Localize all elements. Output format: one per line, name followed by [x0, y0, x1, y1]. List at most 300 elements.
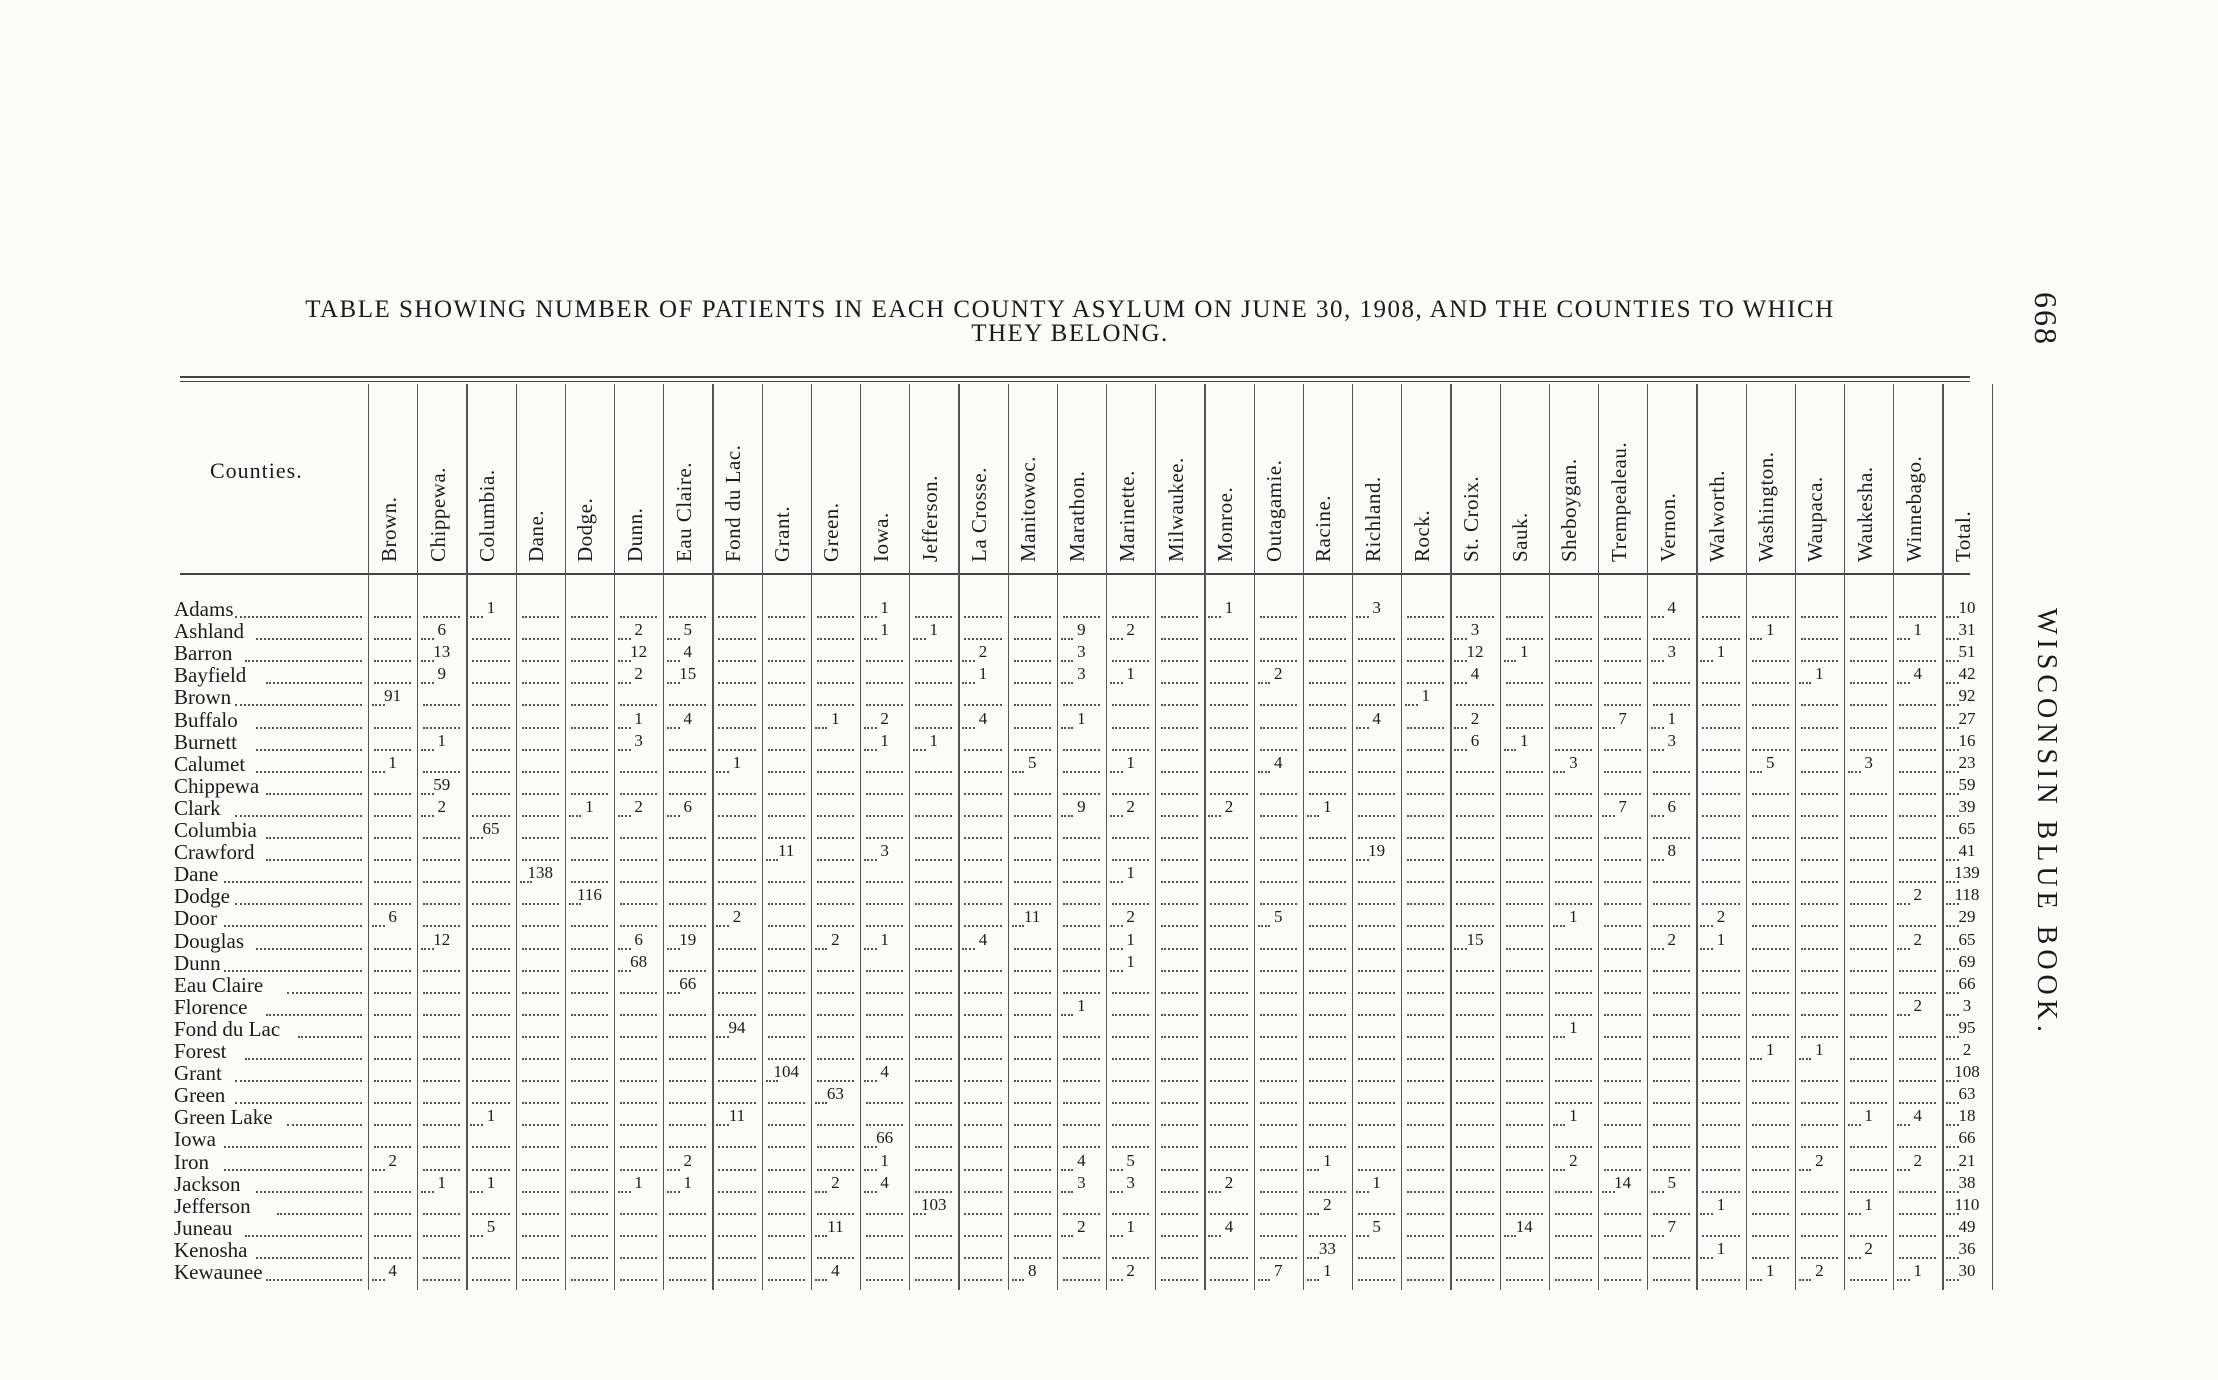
cell-dots [915, 1013, 952, 1016]
table-cell: 1 [1519, 730, 1529, 750]
cell-dots [915, 947, 952, 950]
cell-dots [964, 924, 1001, 927]
cell-dots [522, 969, 559, 972]
cell-dots [372, 924, 385, 927]
cell-dots [1506, 836, 1543, 839]
cell-dots [1307, 814, 1320, 817]
cell-dots [472, 681, 509, 684]
cell-dots [1161, 1190, 1198, 1193]
leader-dots [224, 969, 362, 972]
cell-dots [1407, 1190, 1444, 1193]
cell-dots [1358, 1035, 1395, 1038]
cell-dots [374, 1256, 411, 1259]
table-cell: 4 [1273, 752, 1283, 772]
cell-dots [472, 1168, 509, 1171]
cell-dots [1553, 1168, 1566, 1171]
table-cell: 14 [1614, 1172, 1632, 1192]
cell-dots [718, 792, 755, 795]
table-cell: 2 [1815, 1150, 1824, 1170]
cell-dots [1014, 991, 1051, 994]
cell-dots [1063, 924, 1100, 927]
total-cell: 92 [1958, 686, 1976, 706]
cell-dots [470, 836, 483, 839]
cell-dots [522, 1035, 559, 1038]
table-cell: 7 [1273, 1261, 1283, 1280]
cell-dots [569, 814, 582, 817]
cell-dots [1063, 947, 1100, 950]
cell-dots [1946, 681, 1959, 684]
cell-dots [472, 1035, 509, 1038]
cell-dots [1897, 902, 1910, 905]
cell-dots [1752, 1212, 1789, 1215]
cell-dots [1850, 681, 1887, 684]
cell-dots [1309, 1145, 1346, 1148]
cell-dots [620, 1123, 657, 1126]
cell-dots [472, 1278, 509, 1281]
cell-dots [817, 858, 854, 861]
cell-dots [1014, 880, 1051, 883]
cell-dots [1702, 991, 1739, 994]
cell-dots [1555, 1212, 1592, 1215]
cell-dots [1506, 924, 1543, 927]
leader-dots [224, 1145, 362, 1148]
column-divider [663, 384, 664, 1290]
column-divider [516, 384, 517, 1290]
cell-dots [1454, 748, 1467, 751]
leader-dots [235, 1101, 363, 1104]
table-cell: 1 [880, 929, 889, 949]
cell-dots [718, 1013, 755, 1016]
column-divider [909, 384, 910, 1290]
cell-dots [1014, 1190, 1051, 1193]
cell-dots [1161, 902, 1198, 905]
cell-dots [1897, 637, 1910, 640]
cell-dots [817, 1168, 854, 1171]
cell-dots [866, 792, 903, 795]
cell-dots [618, 814, 631, 817]
table-cell: 11 [728, 1106, 746, 1126]
cell-dots [423, 770, 460, 773]
cell-dots [1848, 1212, 1861, 1215]
cell-dots [522, 1101, 559, 1104]
cell-dots [1946, 1212, 1959, 1215]
cell-dots [571, 1123, 608, 1126]
cell-dots [1946, 947, 1959, 950]
cell-dots [1651, 814, 1664, 817]
table-cell: 13 [433, 642, 451, 662]
cell-dots [1063, 858, 1100, 861]
county-label: Grant [174, 1061, 222, 1086]
cell-dots [472, 814, 509, 817]
cell-dots [472, 1256, 509, 1259]
cell-dots [472, 748, 509, 751]
cell-dots [1456, 1234, 1493, 1237]
column-header: Trempealeau. [1606, 441, 1631, 562]
cell-dots [1407, 858, 1444, 861]
county-label: Columbia [174, 818, 257, 842]
table-cell: 19 [679, 929, 697, 949]
cell-dots [1653, 1212, 1690, 1215]
table-cell: 5 [1667, 1172, 1677, 1192]
cell-dots [768, 615, 805, 618]
table-cell: 1 [1569, 1017, 1578, 1037]
cell-dots [571, 1079, 608, 1082]
cell-dots [1946, 1278, 1959, 1281]
cell-dots [1850, 726, 1887, 729]
table-cell: 2 [1224, 796, 1234, 816]
cell-dots [1897, 681, 1910, 684]
cell-dots [768, 814, 805, 817]
cell-dots [915, 814, 952, 817]
cell-dots [1506, 1057, 1543, 1060]
cell-dots [1752, 880, 1789, 883]
cell-dots [866, 814, 903, 817]
cell-dots [1358, 924, 1395, 927]
cell-dots [1555, 659, 1592, 662]
cell-dots [1946, 748, 1959, 751]
cell-dots [864, 726, 877, 729]
cell-dots [768, 1101, 805, 1104]
cell-dots [1307, 1212, 1320, 1215]
table-cell: 2 [437, 796, 447, 816]
cell-dots [1210, 1101, 1247, 1104]
table-cell: 1 [1126, 1216, 1135, 1236]
cell-dots [374, 902, 411, 905]
cell-dots [522, 947, 559, 950]
cell-dots [817, 880, 854, 883]
table-cell: 1 [1716, 929, 1726, 949]
cell-dots [1801, 770, 1838, 773]
cell-dots [1553, 924, 1566, 927]
cell-dots [1946, 1101, 1959, 1104]
cell-dots [1112, 1079, 1149, 1082]
cell-dots [1358, 659, 1395, 662]
cell-dots [1456, 814, 1493, 817]
cell-dots [1506, 1123, 1543, 1126]
cell-dots [1161, 991, 1198, 994]
leader-dots [256, 748, 363, 751]
cell-dots [1309, 726, 1346, 729]
cell-dots [1161, 814, 1198, 817]
cell-dots [716, 1035, 729, 1038]
column-header: Vernon. [1655, 492, 1680, 562]
cell-dots [1210, 659, 1247, 662]
cell-dots [522, 902, 559, 905]
table-cell: 2 [634, 620, 643, 640]
cell-dots [669, 770, 706, 773]
cell-dots [768, 1212, 805, 1215]
cell-dots [768, 726, 805, 729]
cell-dots [1899, 1234, 1936, 1237]
cell-dots [1850, 902, 1887, 905]
cell-dots [1506, 703, 1543, 706]
county-label: Dane [174, 862, 219, 887]
table-cell: 63 [826, 1084, 844, 1104]
cell-dots [1258, 770, 1271, 773]
cell-dots [866, 902, 903, 905]
column-divider [417, 384, 418, 1290]
cell-dots [1014, 1145, 1051, 1148]
cell-dots [1112, 902, 1149, 905]
cell-dots [374, 1057, 411, 1060]
cell-dots [1602, 1190, 1615, 1193]
cell-dots [1161, 748, 1198, 751]
cell-dots [1653, 637, 1690, 640]
cell-dots [1260, 1234, 1297, 1237]
cell-dots [423, 1013, 460, 1016]
cell-dots [866, 1234, 903, 1237]
column-header: Brown. [376, 496, 401, 562]
leader-dots [245, 659, 362, 662]
cell-dots [1850, 659, 1887, 662]
cell-dots [1506, 1079, 1543, 1082]
cell-dots [1506, 770, 1543, 773]
cell-dots [522, 836, 559, 839]
cell-dots [1946, 902, 1959, 905]
cell-dots [718, 1101, 755, 1104]
cell-dots [1161, 947, 1198, 950]
table-cell: 4 [978, 708, 988, 728]
cell-dots [768, 1256, 805, 1259]
cell-dots [1653, 1123, 1690, 1126]
column-divider [1352, 384, 1353, 1290]
cell-dots [1063, 991, 1100, 994]
cell-dots [1110, 947, 1123, 950]
table-cell: 2 [1667, 929, 1677, 949]
cell-dots [1210, 991, 1247, 994]
table-cell: 6 [1667, 796, 1677, 816]
cell-dots [1407, 1013, 1444, 1016]
cell-dots [1454, 681, 1467, 684]
cell-dots [1210, 969, 1247, 972]
cell-dots [1309, 924, 1346, 927]
cell-dots [571, 836, 608, 839]
cell-dots [1407, 726, 1444, 729]
table-cell: 59 [433, 774, 451, 794]
cell-dots [1506, 1256, 1543, 1259]
leader-dots [235, 615, 363, 618]
cell-dots [1309, 969, 1346, 972]
county-label: Florence [174, 994, 248, 1019]
cell-dots [1653, 681, 1690, 684]
cell-dots [1702, 902, 1739, 905]
cell-dots [768, 880, 805, 883]
cell-dots [915, 1079, 952, 1082]
table-cell: 91 [384, 686, 402, 706]
table-cell: 1 [978, 664, 988, 684]
cell-dots [1110, 1168, 1123, 1171]
cell-dots [423, 1168, 460, 1171]
cell-dots [571, 681, 608, 684]
county-label: Forest [174, 1039, 227, 1063]
total-cell: 69 [1958, 951, 1976, 971]
total-cell: 51 [1958, 642, 1976, 662]
cell-dots [1407, 902, 1444, 905]
cell-dots [1506, 814, 1543, 817]
table-cell: 2 [1815, 1261, 1824, 1280]
cell-dots [1801, 902, 1838, 905]
county-label: Eau Claire [174, 972, 264, 997]
cell-dots [1063, 1101, 1100, 1104]
cell-dots [1309, 792, 1346, 795]
cell-dots [1110, 924, 1123, 927]
cell-dots [768, 681, 805, 684]
table-cell: 6 [634, 929, 643, 949]
cell-dots [1063, 1278, 1100, 1281]
cell-dots [1161, 615, 1198, 618]
cell-dots [1210, 1145, 1247, 1148]
table-cell: 1 [1716, 1194, 1726, 1214]
cell-dots [866, 1256, 903, 1259]
cell-dots [1946, 637, 1959, 640]
table-cell: 1 [929, 730, 939, 750]
cell-dots [915, 703, 952, 706]
cell-dots [423, 615, 460, 618]
cell-dots [472, 1079, 509, 1082]
cell-dots [571, 659, 608, 662]
table-cell: 1 [1224, 598, 1234, 617]
cell-dots [1702, 726, 1739, 729]
cell-dots [1407, 770, 1444, 773]
leader-dots [256, 770, 363, 773]
table-cell: 8 [1667, 841, 1677, 861]
column-header: Green. [819, 502, 844, 562]
cell-dots [964, 1212, 1001, 1215]
total-cell: 23 [1958, 752, 1976, 772]
cell-dots [817, 770, 854, 773]
cell-dots [1899, 748, 1936, 751]
cell-dots [1309, 681, 1346, 684]
cell-dots [374, 615, 411, 618]
table-cell: 2 [1864, 1238, 1873, 1258]
cell-dots [423, 1278, 460, 1281]
cell-dots [718, 991, 755, 994]
cell-dots [1801, 947, 1838, 950]
cell-dots [1456, 1013, 1493, 1016]
cell-dots [571, 947, 608, 950]
table-cell: 1 [929, 620, 939, 640]
cell-dots [817, 991, 854, 994]
table-cell: 5 [1765, 752, 1775, 772]
cell-dots [1407, 1101, 1444, 1104]
cell-dots [1112, 858, 1149, 861]
cell-dots [1014, 902, 1051, 905]
cell-dots [1946, 836, 1959, 839]
cell-dots [1604, 858, 1641, 861]
county-label: Fond du Lac [174, 1016, 281, 1041]
county-label: Adams [174, 597, 234, 621]
cell-dots [718, 1278, 755, 1281]
cell-dots [1702, 1035, 1739, 1038]
total-cell: 59 [1958, 774, 1976, 794]
cell-dots [964, 991, 1001, 994]
cell-dots [667, 991, 680, 994]
table-cell: 1 [437, 730, 447, 750]
cell-dots [1899, 1212, 1936, 1215]
cell-dots [1653, 792, 1690, 795]
table-cell: 12 [630, 642, 648, 662]
leader-dots [235, 902, 363, 905]
cell-dots [1063, 1079, 1100, 1082]
cell-dots [1653, 1035, 1690, 1038]
column-divider [1992, 384, 1993, 1290]
page-number: 668 [2028, 292, 2064, 346]
column-header: Eau Claire. [671, 462, 696, 562]
table-cell: 138 [527, 863, 553, 883]
cell-dots [374, 659, 411, 662]
cell-dots [667, 1168, 680, 1171]
cell-dots [964, 1101, 1001, 1104]
cell-dots [964, 792, 1001, 795]
cell-dots [1850, 814, 1887, 817]
table-cell: 7 [1618, 708, 1627, 728]
cell-dots [718, 1212, 755, 1215]
column-divider [1008, 384, 1009, 1290]
column-header: Waukesha. [1852, 466, 1877, 562]
cell-dots [1752, 1079, 1789, 1082]
column-header: Total. [1951, 510, 1975, 562]
cell-dots [423, 1212, 460, 1215]
table-cell: 3 [1077, 642, 1086, 662]
cell-dots [423, 1035, 460, 1038]
cell-dots [423, 1101, 460, 1104]
cell-dots [1801, 836, 1838, 839]
cell-dots [669, 858, 706, 861]
cell-dots [964, 1190, 1001, 1193]
cell-dots [1555, 836, 1592, 839]
cell-dots [1799, 1057, 1812, 1060]
cell-dots [1309, 836, 1346, 839]
column-header: Winnebago. [1901, 455, 1926, 562]
cell-dots [1309, 1035, 1346, 1038]
cell-dots [1850, 1057, 1887, 1060]
table-cell: 1 [1765, 1040, 1775, 1059]
cell-dots [1702, 814, 1739, 817]
cell-dots [1850, 703, 1887, 706]
cell-dots [620, 1234, 657, 1237]
cell-dots [915, 1190, 952, 1193]
cell-dots [1260, 902, 1297, 905]
cell-dots [866, 703, 903, 706]
table-cell: 65 [482, 819, 500, 838]
cell-dots [1702, 1190, 1739, 1193]
cell-dots [866, 1278, 903, 1281]
cell-dots [1750, 1278, 1763, 1281]
cell-dots [1553, 770, 1566, 773]
cell-dots [1700, 659, 1713, 662]
cell-dots [1850, 991, 1887, 994]
county-label: Juneau [174, 1215, 233, 1240]
cell-dots [1309, 1013, 1346, 1016]
cell-dots [1752, 902, 1789, 905]
cell-dots [1850, 637, 1887, 640]
cell-dots [1014, 681, 1051, 684]
cell-dots [866, 1212, 903, 1215]
cell-dots [1555, 1256, 1592, 1259]
table-cell: 2 [683, 1150, 693, 1170]
cell-dots [620, 1168, 657, 1171]
county-label: Ashland [174, 619, 244, 644]
cell-dots [1653, 880, 1690, 883]
cell-dots [1260, 637, 1297, 640]
cell-dots [423, 858, 460, 861]
cell-dots [1752, 1234, 1789, 1237]
cell-dots [1702, 1234, 1739, 1237]
cell-dots [1210, 1256, 1247, 1259]
cell-dots [374, 748, 411, 751]
cell-dots [669, 924, 706, 927]
county-label: Green [174, 1083, 226, 1108]
